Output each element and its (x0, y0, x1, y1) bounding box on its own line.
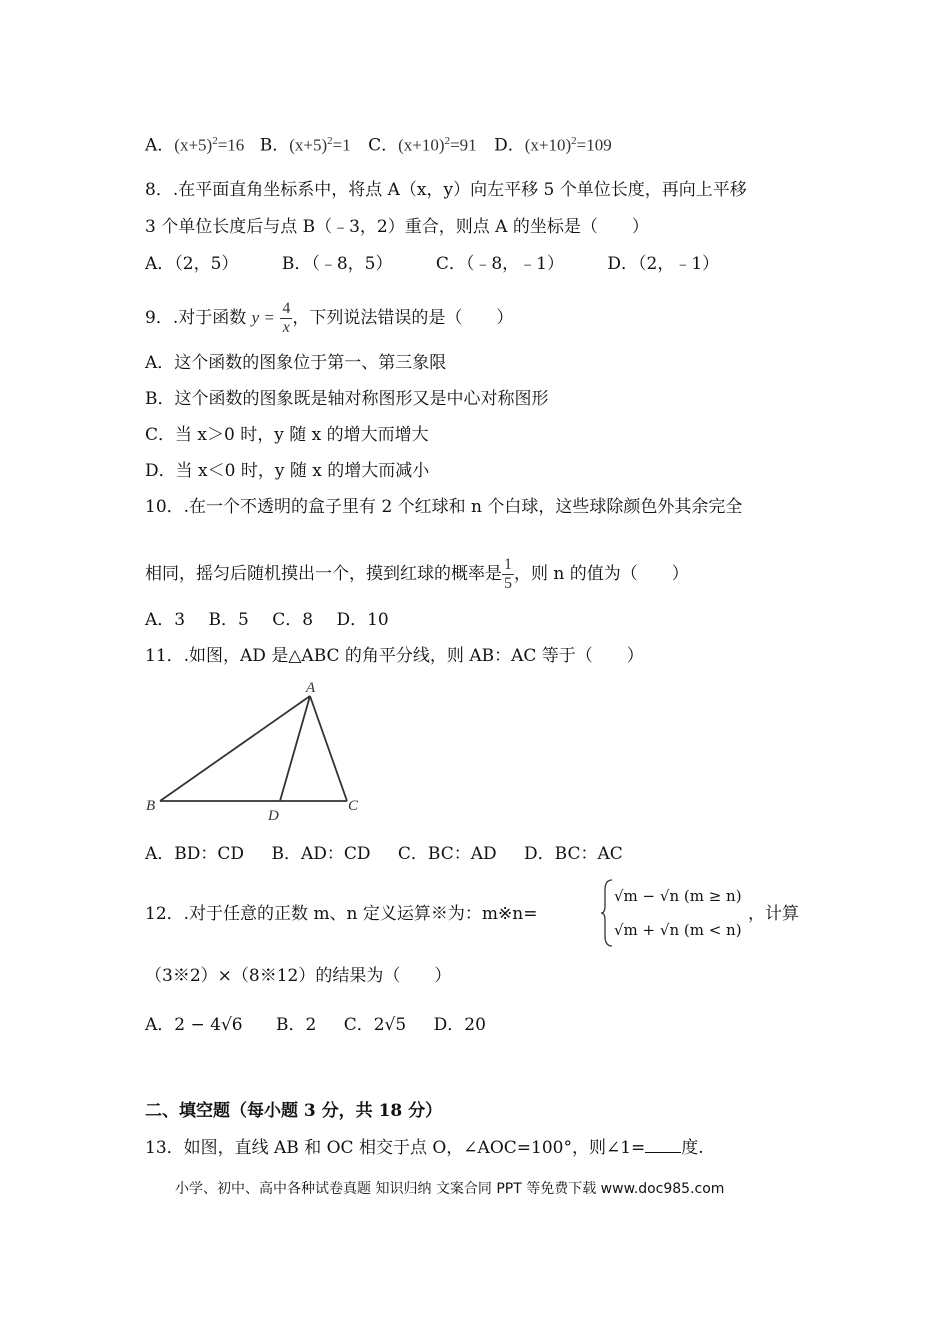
q9-option-b: B．这个函数的图象既是轴对称图形又是中心对称图形 (145, 389, 549, 409)
q10-option-b: B．5 (208, 610, 249, 630)
q9-option-c: C．当 x＞0 时，y 随 x 的增大而增大 (145, 425, 429, 445)
q8-line2: 3 个单位长度后与点 B（﹣3，2）重合，则点 A 的坐标是（ ） (145, 217, 649, 237)
q8-option-c: C．（﹣8，﹣1） (435, 254, 564, 274)
q9-fraction: $\frac{4}{x}$ (282, 300, 291, 336)
q13-answer-blank[interactable] (645, 1136, 681, 1153)
q9-option-a: A．这个函数的图象位于第一、第三象限 (145, 353, 447, 373)
q12-brace (600, 878, 614, 948)
q11-option-a: A．BD：CD (145, 844, 245, 864)
q7-option-d: D．$(x+10)^2=109$ (494, 135, 612, 156)
q8-option-a: A．（2，5） (145, 254, 239, 274)
q10-option-c: C．8 (272, 610, 314, 630)
q8-line1: 8．.在平面直角坐标系中，将点 A（x，y）向左平移 5 个单位长度，再向上平移 (145, 180, 747, 200)
q11-stem: 11．.如图，AD 是△ABC 的角平分线，则 AB：AC 等于（ ） (145, 646, 644, 666)
page-footer: 小学、初中、高中各种试卷真题 知识归纳 文案合同 PPT 等免费下载 www.doc985.com (175, 1181, 725, 1197)
q8-option-d: D．（2，﹣1） (607, 254, 720, 274)
q10-options (145, 608, 389, 632)
q11-options (145, 842, 623, 866)
q7-option-c: C．$(x+10)^2=91$ (368, 135, 477, 156)
q12-option-d: D．20 (433, 1015, 486, 1035)
q12-stem: 12．.对于任意的正数 m、n 定义运算※为：m※n= (145, 904, 538, 924)
q9-option-d: D．当 x＜0 时，y 随 x 的增大而减小 (145, 461, 430, 481)
q11-option-d: D．BC：AC (524, 844, 623, 864)
q9-stem: 9．.对于函数 y = $\frac{4}{x}$ ，下列说法错误的是（ ） (145, 300, 514, 336)
q8-option-b: B．（﹣8，5） (281, 254, 393, 274)
q10-option-a: A．3 (145, 610, 186, 630)
q12-line2: （3※2）×（8※12）的结果为（ ） (145, 966, 452, 986)
q7-option-b: B．$(x+5)^2=1$ (259, 135, 351, 156)
q10-line1: 10．.在一个不透明的盒子里有 2 个红球和 n 个白球，这些球除颜色外其余完全 (145, 497, 743, 517)
segment-ad (280, 696, 310, 801)
q10-line2: 相同，摇匀后随机摸出一个，摸到红球的概率是 $\frac{1}{5}$ ，则 n 的值为（ ） (145, 556, 689, 592)
q12-case-2: √m + √n (m < n) (614, 921, 742, 939)
side-ac (310, 696, 347, 801)
q12-case-1: √m − √n (m ≥ n) (614, 887, 742, 905)
q11-option-c: C．BC：AD (397, 844, 497, 864)
label-b: B (146, 798, 156, 814)
side-ab (160, 696, 310, 801)
label-c: C (348, 798, 359, 814)
q13-stem: 13．如图，直线 AB 和 OC 相交于点 O，∠AOC=100°，则∠1= 度. (145, 1138, 704, 1158)
section-2-title: 二、填空题（每小题 3 分，共 18 分） (145, 1101, 443, 1121)
q12-option-c: C．2√5 (343, 1015, 407, 1035)
q12-suffix: ，计算 (748, 904, 799, 924)
label-d: D (268, 808, 279, 824)
q10-fraction: $\frac{1}{5}$ (504, 556, 512, 592)
q8-options (145, 252, 719, 276)
q10-option-d: D．10 (336, 610, 389, 630)
q12-options (145, 1013, 486, 1037)
q7-options (145, 129, 612, 158)
label-a: A (306, 680, 316, 696)
q11-option-b: B．AD：CD (271, 844, 371, 864)
q11-triangle-figure (140, 676, 380, 826)
q12-option-b: B．2 (276, 1015, 317, 1035)
q7-option-a: A．$(x+5)^2=16$ (145, 135, 245, 156)
q12-option-a: A．2 − 4√6 (145, 1015, 243, 1035)
